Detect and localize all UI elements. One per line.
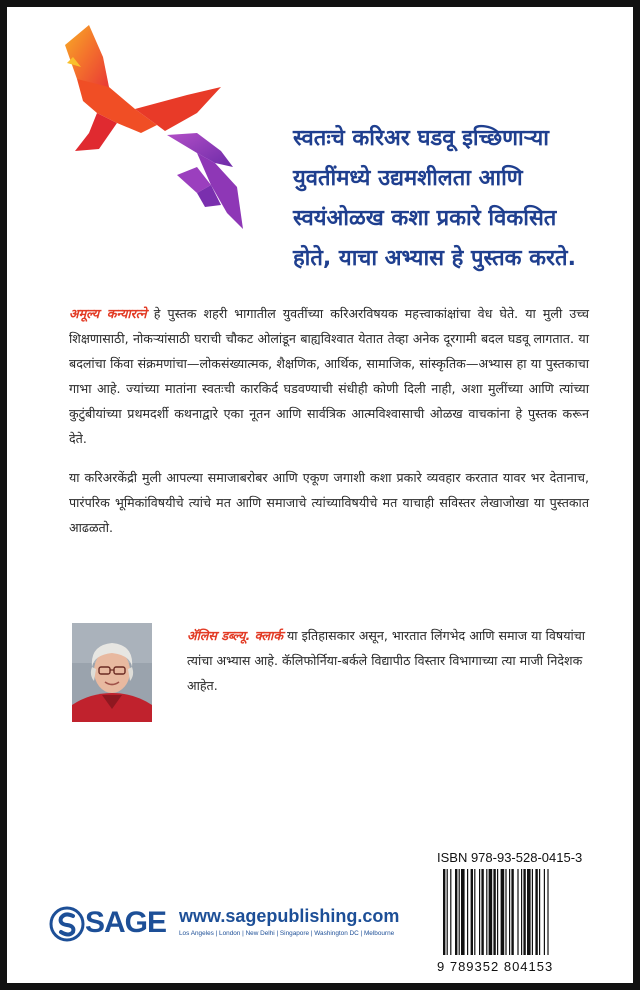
publisher-cities: Los Angeles | London | New Delhi | Singapore | Washington DC | Melbourne: [179, 930, 395, 937]
author-name: ॲलिस डब्ल्यू. क्लार्क: [187, 628, 283, 643]
barcode-bar: [539, 869, 540, 955]
barcode-bar: [547, 869, 548, 955]
barcode-bar: [532, 869, 533, 955]
barcode-bar: [544, 869, 545, 955]
birds-illustration: [37, 17, 267, 247]
barcode-bar: [459, 869, 460, 955]
tagline-line: स्वयंओळख कशा प्रकारे विकसित: [293, 206, 557, 231]
barcode-bar: [517, 869, 518, 955]
blurb-text: हे पुस्तक शहरी भागातील युवतींच्या करिअरविषयक महत्त्वाकांक्षांचा वेध घेते. या मुली उच्च शिक्षणासाठी, नोकऱ्यांसाठी घराची चौकट ओलांडून बाह्यविश्वात येतात तेव्हा अनेक दूरगामी बदल घडवू लागतात. या बदलांचा किंवा संक्रमणांचा—लोकसंख्यात्मक, शैक्षणिक, आर्थिक, सामाजिक, सांस्कृतिक—अभ्यास हा या पुस्तकाचा गाभा आहे. ज्यांच्या मातांना स्वतःची कारकिर्द घडवण्याची संधीही कोणी दिली नाही, अशा मुलींच्या आणि त्यांच्या कुटुंबीयांच्या प्रथमदर्शी कथनाद्वारे एका नूतन आणि सार्वत्रिक आत्मविश्वासाची ओळख वाचकांना हे पुस्तक करून देते.: [69, 306, 589, 446]
barcode-bar: [443, 869, 445, 955]
barcode-bar: [450, 869, 451, 955]
barcode-digits: 9 789352 804153: [437, 959, 554, 974]
isbn-block: [437, 850, 597, 974]
book-title: अमूल्य कन्यारत्ने: [69, 306, 147, 321]
barcode-bar: [474, 869, 475, 955]
barcode-bar: [493, 869, 495, 955]
publisher-url[interactable]: www.sagepublishing.com: [179, 906, 400, 926]
barcode-bar: [523, 869, 525, 955]
barcode-bar: [535, 869, 537, 955]
tagline-line: होते, याचा अभ्यास हे पुस्तक करते.: [293, 246, 576, 271]
author-bio-text: या इतिहासकार असून, भारतात लिंगभेद आणि समाज या विषयांचा त्यांचा अभ्यास आहे. कॅलिफोर्निया-बर्कले विद्यापीठ विस्तार विभागाच्या त्या माजी निदेशक आहेत.: [187, 628, 586, 693]
barcode-bar: [521, 869, 522, 955]
barcode-bar: [489, 869, 493, 955]
author-bio: [187, 623, 587, 698]
barcode-bar: [505, 869, 506, 955]
barcode: [437, 869, 587, 957]
isbn-label: ISBN 978-93-528-0415-3: [437, 850, 583, 865]
barcode-bar: [481, 869, 483, 955]
publisher-name: SAGE: [85, 906, 167, 939]
blurb-paragraph: [69, 301, 589, 451]
blurb-paragraph: या करिअरकेंद्री मुली आपल्या समाजाबरोबर आणि एकूण जगाशी कशा प्रकारे व्यवहार करतात यावर भर देतानाच, पारंपरिक भूमिकांविषयीचे त्यांचे मत आणि समाजाचे त्यांच्याविषयीचे मत याचाही सविस्तर लेखाजोखा या पुस्तकात आढळतो.: [69, 470, 589, 535]
barcode-bar: [467, 869, 468, 955]
blurb: [69, 301, 589, 554]
publisher-block: [49, 904, 429, 944]
tagline-line: युवतींमध्ये उद्यमशीलता आणि: [293, 166, 523, 191]
barcode-bar: [501, 869, 505, 955]
barcode-bar: [511, 869, 513, 955]
barcode-bar: [461, 869, 465, 955]
sage-logo-icon: [49, 904, 89, 944]
barcode-bar: [447, 869, 448, 955]
author-photo: [72, 623, 152, 722]
barcode-bar: [479, 869, 480, 955]
barcode-bar: [509, 869, 510, 955]
barcode-bar: [455, 869, 457, 955]
barcode-bar: [486, 869, 487, 955]
orange-bird-icon: [65, 25, 221, 151]
tagline: [293, 119, 633, 279]
barcode-bar: [497, 869, 498, 955]
purple-bird-icon: [167, 133, 243, 229]
barcode-bar: [527, 869, 531, 955]
barcode-bar: [471, 869, 473, 955]
tagline-line: स्वतःचे करिअर घडवू इच्छिणाऱ्या: [293, 126, 550, 151]
